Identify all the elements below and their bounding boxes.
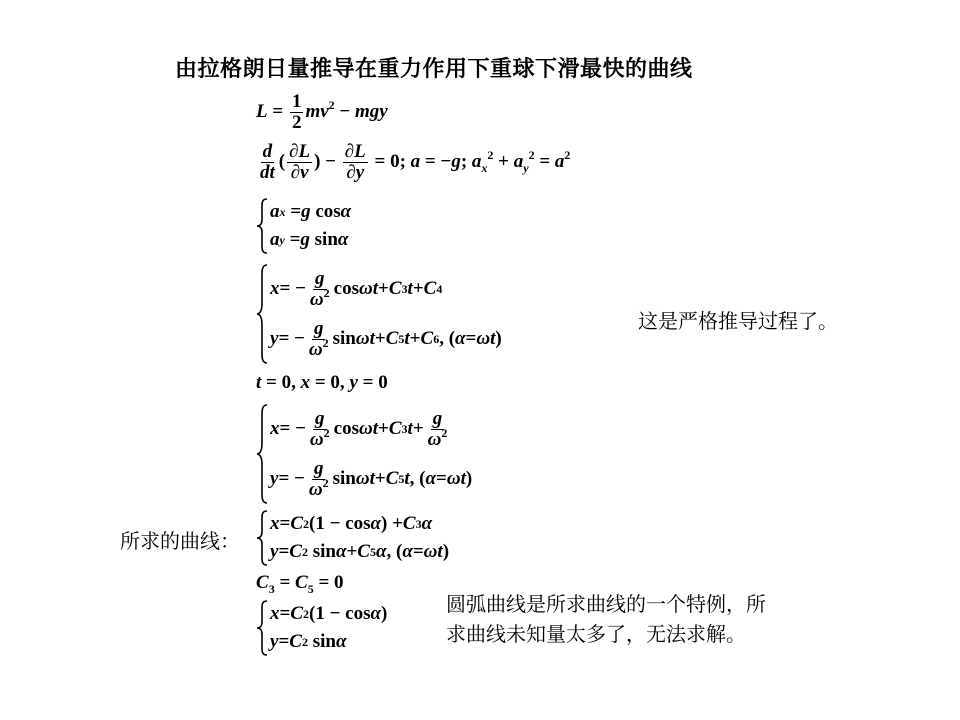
equation-constants-zero: $C_3 = C_5 = 0$ bbox=[256, 572, 344, 596]
equation-accel-system: a x = g cos α a y = g sin α bbox=[256, 198, 351, 254]
equation-euler-lagrange: $\frac{d}{dt}$ ( $\frac{\partial L}{\partial v}$ ) − $\frac{\partial L}{\partial y}$ = 0; a = −g; $a_x^2 + a_y^2 = a^2$ bbox=[260, 141, 571, 183]
brace-icon bbox=[256, 600, 268, 656]
brace-icon bbox=[256, 404, 268, 504]
note-conclusion-line1: 圆弧曲线是所求曲线的一个特例，所 bbox=[446, 592, 766, 616]
equation-particular-solution: x = − $\frac{g}{\omega^2}$ cos ωt + C 3 t + $\frac{g}{\omega^2}$ y = − $\frac{g}{\omega^2}$ sin ωt + C 5 t , ( α = ωt ) bbox=[256, 404, 472, 504]
page-title: 由拉格朗日量推导在重力作用下重球下滑最快的曲线 bbox=[175, 57, 693, 82]
equation-general-solution: x = − $\frac{g}{\omega^2}$ cos ωt + C 3 t + C 4 y = − $\frac{g}{\omega^2}$ sin ωt + C 5 t + C 6 , ( α = ωt ) bbox=[256, 264, 502, 364]
equation-lagrangian: L = $\frac{1}{2}$ $mv^2$ − mgy bbox=[256, 91, 388, 133]
note-conclusion-line2: 求曲线未知量太多了，无法求解。 bbox=[446, 622, 746, 646]
equation-curve: x = C 2 (1 − cos α ) + C 3 α y = C 2 sin α + C 5 α , ( α = ωt ) bbox=[256, 510, 449, 566]
brace-icon bbox=[256, 198, 268, 254]
note-derivation: 这是严格推导过程了。 bbox=[638, 309, 838, 333]
label-curve: 所求的曲线： bbox=[120, 529, 240, 553]
equation-initial-conditions: t = 0, x = 0, y = 0 bbox=[256, 372, 388, 393]
brace-icon bbox=[256, 510, 268, 566]
brace-icon bbox=[256, 264, 268, 364]
equation-cycloid: x = C 2 (1 − cos α ) y = C 2 sin α bbox=[256, 600, 387, 656]
